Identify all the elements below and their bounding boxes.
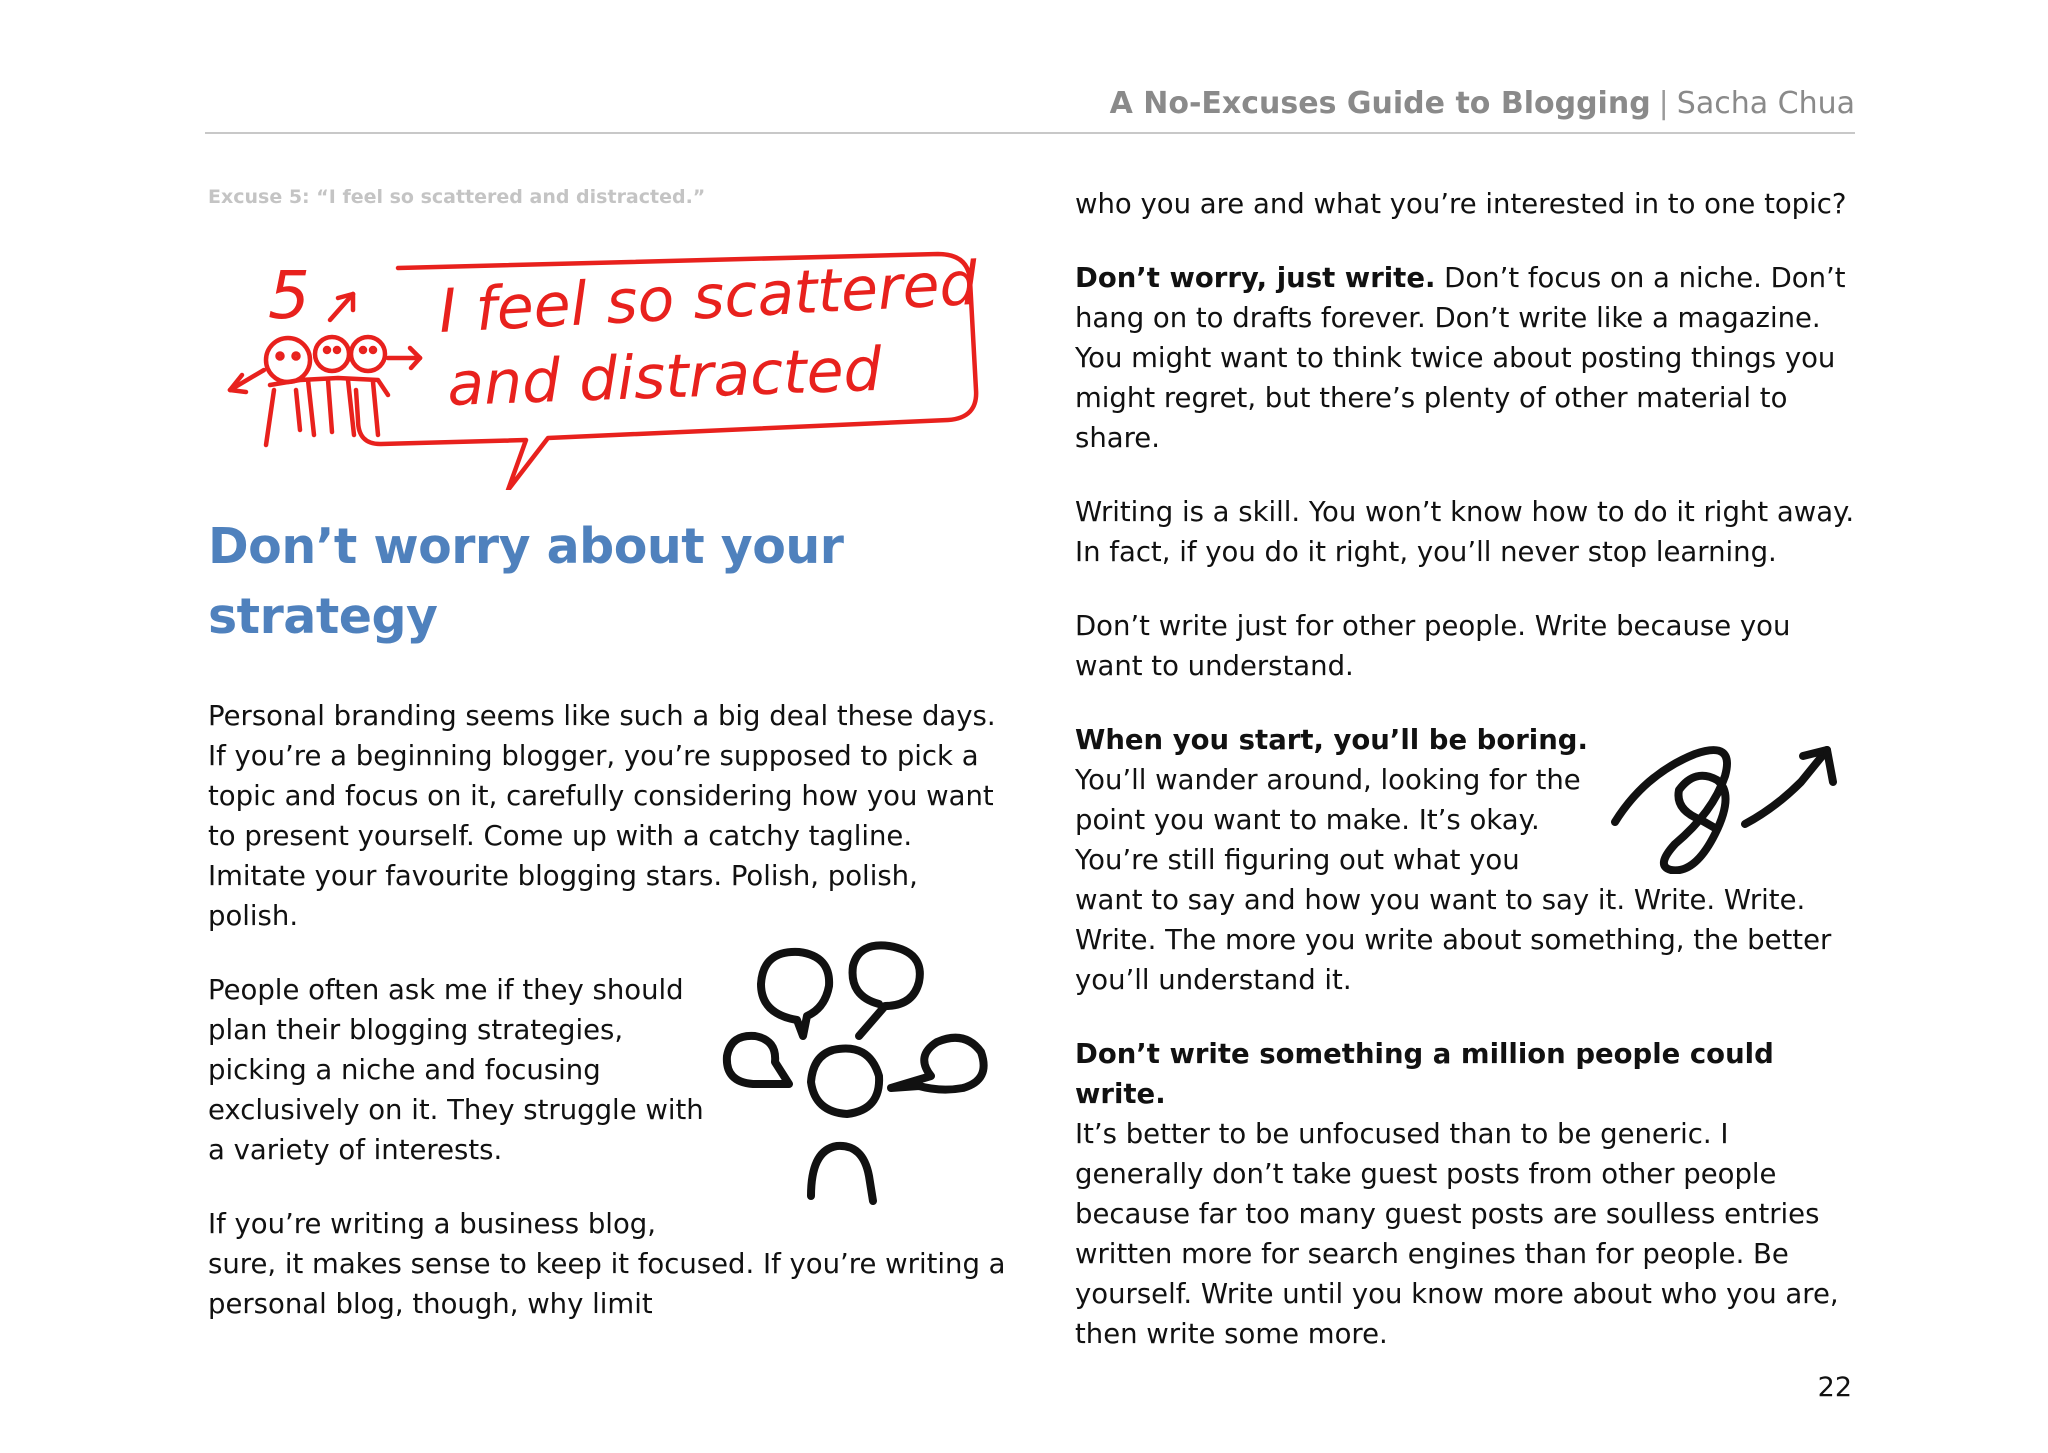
header-rule xyxy=(205,132,1855,134)
page-number: 22 xyxy=(1817,1372,1852,1403)
right-column xyxy=(1075,184,1865,1354)
running-header xyxy=(205,86,1855,121)
author-name: Sacha Chua xyxy=(1676,86,1855,121)
arrow-left-icon xyxy=(230,370,264,392)
paragraph-personal-branding: Personal branding seems like such a big deal these days. If you’re a beginning blogger, you’re supposed to pick a topic and focus on it, carefully considering how you want to present yourself. Come up with a catchy tagline. Imitate your favourite blogging stars. Polish, polish, polish. xyxy=(208,700,996,932)
lead-million-people: Don’t write something a million people could write. xyxy=(1075,1038,1774,1110)
arrow-up-icon xyxy=(330,294,353,320)
paragraph-boring xyxy=(1075,720,1865,1000)
tangled-arrow-icon xyxy=(1605,724,1855,874)
text-boring: You’ll wander around, looking for the point you want to make. It’s okay. You’re still figuring out what you want to say and how you want to say it. Write. Write. Write. The more you write about something, the better you’ll understand it. xyxy=(1075,764,1832,996)
paragraph-continued: who you are and what you’re interested in to one topic? xyxy=(1075,188,1847,220)
paragraph-just-write xyxy=(1075,258,1865,458)
lead-just-write: Don’t worry, just write. xyxy=(1075,262,1436,294)
header-separator: | xyxy=(1658,86,1669,121)
left-column xyxy=(208,186,1008,1324)
paragraph-write-to-understand: Don’t write just for other people. Write because you want to understand. xyxy=(1075,610,1791,682)
paragraph-business-blog: If you’re writing a business blog, sure, it makes sense to keep it focused. If you’re writing a personal blog, though, why limit xyxy=(208,1208,1006,1320)
excuse-label: Excuse 5: “I feel so scattered and distracted.” xyxy=(208,186,706,208)
paragraph-writing-skill: Writing is a skill. You won’t know how to do it right away. In fact, if you do it right, you’ll never stop learning. xyxy=(1075,496,1855,568)
sketch-line-2: and distracted xyxy=(446,334,883,420)
excuse-sketch xyxy=(208,240,988,490)
sketch-line-1: I feel so scattered xyxy=(437,248,980,347)
section-heading: Don’t worry about your strategy xyxy=(208,518,844,645)
text-million-people: It’s better to be unfocused than to be generic. I generally don’t take guest posts from other people because far too many guest posts are soulless entries written more for search engines than for people. Be yourself. Write until you know more about who you are, then write some more. xyxy=(1075,1118,1839,1350)
text-just-write: Don’t focus on a niche. Don’t hang on to drafts forever. Don’t write like a magazine. You might want to think twice about posting things you might regret, but there’s plenty of other material to share. xyxy=(1075,262,1846,454)
speech-bubbles-icon xyxy=(719,936,1004,1206)
paragraph-planning-strategies: People often ask me if they should plan their blogging strategies, picking a niche and focusing exclusively on it. They struggle with a variety of interests. xyxy=(208,974,704,1166)
lead-boring: When you start, you’ll be boring. xyxy=(1075,724,1588,756)
excuse-number: 5 xyxy=(268,257,310,334)
paragraph-million-people xyxy=(1075,1034,1865,1354)
book-title: A No-Excuses Guide to Blogging xyxy=(1109,86,1651,121)
arrow-right-icon xyxy=(388,348,420,368)
